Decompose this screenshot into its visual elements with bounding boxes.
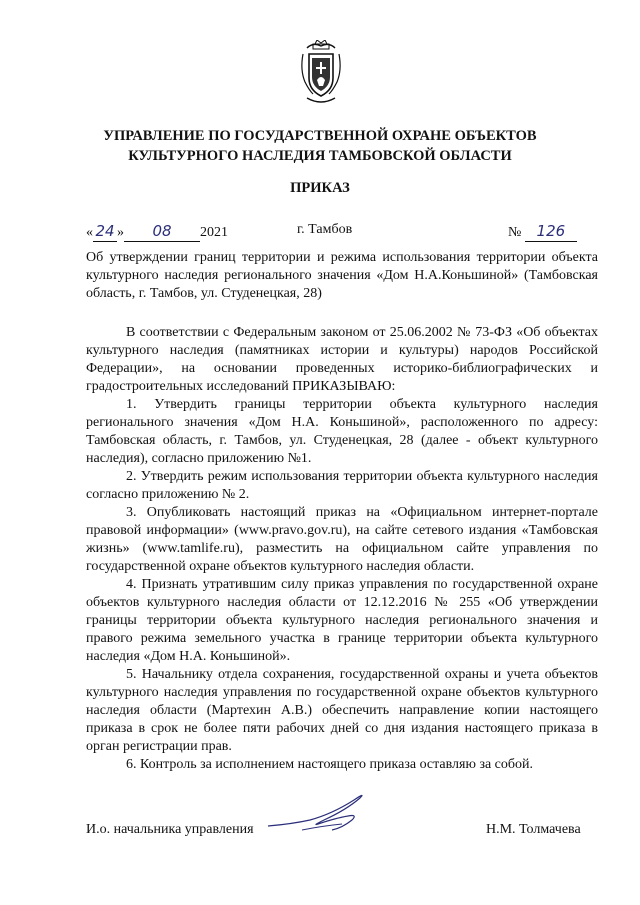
date-month: 08 bbox=[124, 222, 200, 242]
organization-name bbox=[0, 126, 640, 166]
signatory-position: И.о. начальника управления bbox=[86, 822, 254, 837]
order-city: г. Тамбов bbox=[297, 222, 353, 237]
body-item-2: 2. Утвердить режим использования территории объекта культурного наследия согласно приложению № 2. bbox=[86, 469, 598, 502]
body-item-3: 3. Опубликовать настоящий приказ на «Официальном интернет-портале правовой информации» (www.pravo.gov.ru), на сайте сетевого издания «Тамбовская жизнь» (www.tamlife.ru), разместить на официальном сайте управления по государственной охране объектов культурного наследия области. bbox=[86, 505, 598, 574]
body-item-1: 1. Утвердить границы территории объекта культурного наследия регионального значения «Дом Н.А. Коньшиной», расположенного по адресу: Тамбовская область, г. Тамбов, ул. Студенецкая, 28 (далее - объект культурного наследия), согласно приложению №1. bbox=[86, 397, 598, 466]
document-type: ПРИКАЗ bbox=[290, 180, 350, 196]
organization-name-line1: УПРАВЛЕНИЕ ПО ГОСУДАРСТВЕННОЙ ОХРАНЕ ОБЪЕКТОВ bbox=[103, 128, 537, 144]
body-item-6: 6. Контроль за исполнением настоящего приказа оставляю за собой. bbox=[126, 757, 534, 772]
order-body bbox=[86, 324, 598, 774]
date-year: 2021 bbox=[200, 225, 228, 240]
order-date bbox=[86, 222, 228, 242]
organization-name-line2: КУЛЬТУРНОГО НАСЛЕДИЯ ТАМБОВСКОЙ ОБЛАСТИ bbox=[128, 148, 512, 164]
order-subject: Об утверждении границ территории и режима использования территории объекта культурного наследия регионального значения «Дом Н.А.Коньшиной» (Тамбовская область, г. Тамбов, ул. Студенецкая, 28) bbox=[86, 250, 598, 301]
date-quote-close: » bbox=[117, 225, 124, 240]
date-day: 24 bbox=[93, 222, 117, 242]
order-number bbox=[508, 222, 577, 242]
tambov-coat-of-arms-icon bbox=[299, 40, 343, 108]
number-value: 126 bbox=[525, 222, 577, 242]
date-quote-open: « bbox=[86, 225, 93, 240]
body-preamble: В соответствии с Федеральным законом от 25.06.2002 № 73-ФЗ «Об объектах культурного наследия (памятниках истории и культуры) народов Российской Федерации», на основании проведенных историко-библиографических и градостроительных исследований ПРИКАЗЫВАЮ: bbox=[86, 325, 598, 394]
body-item-4: 4. Признать утратившим силу приказ управления по государственной охране объектов культурного наследия области от 12.12.2016 № 255 «Об утверждении границы территории объекта культурного наследия регионального значения и правого режима земельного участка в границе территории объекта культурного наследия «Дом Н.А. Коньшиной». bbox=[86, 577, 598, 664]
body-item-5: 5. Начальнику отдела сохранения, государственной охраны и учета объектов культурного наследия управления по государственной охране объектов культурного наследия области (Мартехин А.В.) обеспечить направление копии настоящего приказа в срок не более пяти рабочих дней со дня издания настоящего приказа в орган регистрации прав. bbox=[86, 667, 598, 754]
signatory-name: Н.М. Толмачева bbox=[486, 822, 581, 837]
number-sign: № bbox=[508, 225, 522, 240]
handwritten-signature-icon bbox=[262, 790, 382, 836]
